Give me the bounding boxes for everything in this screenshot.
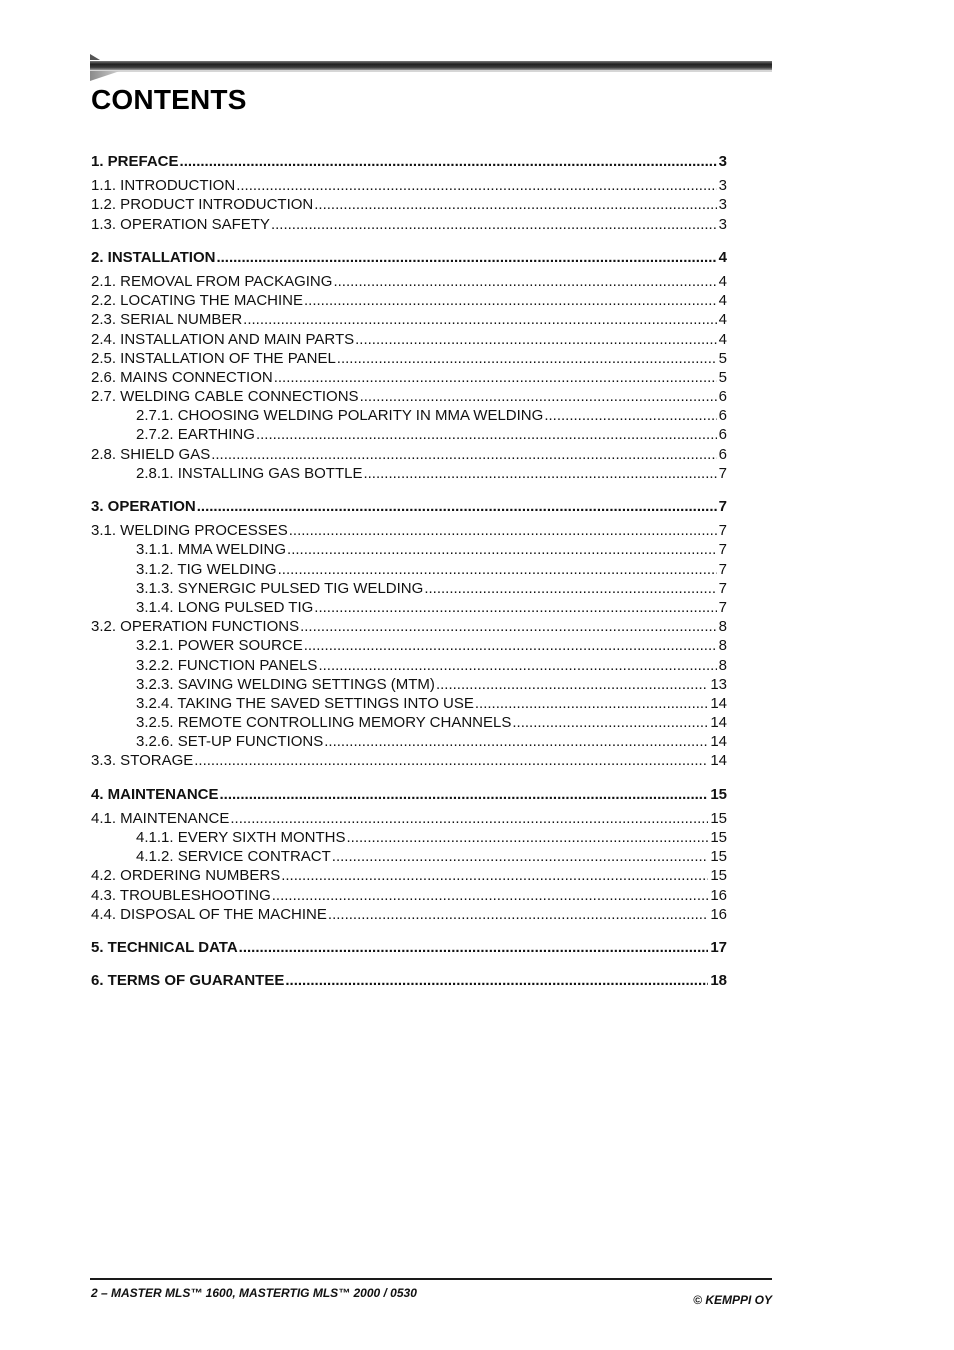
toc-page-number: 3 (718, 196, 727, 214)
toc-section-entry[interactable] (91, 215, 727, 234)
toc-entry-label: 2.8. SHIELD GAS (91, 445, 211, 463)
toc-entry-label: 3.3. STORAGE (91, 752, 194, 770)
toc-section-entry[interactable] (91, 464, 727, 483)
toc-dot-leader (328, 905, 708, 924)
toc-dot-leader (324, 732, 708, 751)
toc-section-entry[interactable] (91, 387, 727, 406)
toc-dot-leader (256, 425, 717, 444)
toc-page-number: 14 (710, 714, 727, 732)
toc-section-entry[interactable] (91, 732, 727, 751)
toc-entry-label: 4.4. DISPOSAL OF THE MACHINE (91, 905, 327, 923)
toc-chapter-entry[interactable] (91, 152, 727, 171)
toc-entry-label: 2.4. INSTALLATION AND MAIN PARTS (91, 330, 355, 348)
toc-page-number: 3 (718, 215, 727, 233)
toc-page-number: 15 (710, 867, 727, 885)
toc-entry-label: 3.2.1. POWER SOURCE (136, 637, 303, 655)
toc-entry-label: 4.1.1. EVERY SIXTH MONTHS (136, 829, 346, 846)
toc-section-entry[interactable] (91, 368, 727, 387)
toc-page-number: 7 (718, 541, 727, 559)
toc-entry-label: 2.1. REMOVAL FROM PACKAGING (91, 272, 333, 290)
toc-entry-label: 3.1.3. SYNERGIC PULSED TIG WELDING (136, 579, 424, 597)
toc-chapter-group (91, 938, 727, 957)
toc-entry-label: 6. TERMS OF GUARANTEE (91, 972, 285, 990)
page-title: CONTENTS (91, 84, 247, 115)
toc-entry-label: 1.1. INTRODUCTION (91, 177, 236, 195)
toc-page-number: 7 (718, 522, 727, 540)
toc-entry-label: 3.1. WELDING PROCESSES (91, 522, 288, 540)
toc-dot-leader (285, 971, 708, 990)
toc-dot-leader (347, 828, 709, 847)
toc-entry-label: 3.1.1. MMA WELDING (136, 541, 287, 559)
toc-dot-leader (289, 521, 717, 540)
toc-entry-label: 4.1.2. SERVICE CONTRACT (136, 848, 331, 866)
toc-page-number: 15 (710, 829, 727, 846)
toc-page-number: 4 (718, 248, 727, 266)
toc-page-number: 3 (718, 153, 727, 170)
toc-entry-label: 4. MAINTENANCE (91, 785, 219, 803)
toc-dot-leader (424, 579, 716, 598)
footer-divider (90, 1278, 772, 1280)
toc-section-entry[interactable] (91, 656, 727, 675)
toc-page-number: 16 (710, 886, 727, 904)
toc-page-number: 7 (718, 464, 727, 482)
toc-chapter-entry[interactable] (91, 971, 727, 990)
toc-dot-leader (180, 152, 717, 171)
toc-dot-leader (271, 215, 717, 234)
toc-section-entry[interactable] (91, 598, 727, 617)
toc-section-entry[interactable] (91, 521, 727, 540)
toc-section-entry[interactable] (91, 560, 727, 579)
toc-dot-leader (211, 445, 716, 464)
toc-page-number: 4 (718, 311, 727, 329)
toc-entry-label: 1.3. OPERATION SAFETY (91, 215, 270, 233)
toc-chapter-group (91, 497, 727, 771)
toc-page-number: 15 (710, 785, 727, 803)
toc-dot-leader (197, 497, 717, 516)
toc-dot-leader (230, 809, 708, 828)
toc-page-number: 17 (710, 938, 727, 956)
toc-section-entry[interactable] (91, 751, 727, 770)
toc-entry-label: 4.1. MAINTENANCE (91, 809, 230, 827)
toc-dot-leader (337, 349, 717, 368)
toc-dot-leader (287, 540, 717, 559)
toc-page-number: 5 (718, 368, 727, 386)
toc-page-number: 13 (710, 675, 727, 693)
toc-dot-leader (318, 656, 716, 675)
toc-dot-leader (314, 598, 716, 617)
toc-section-entry[interactable] (91, 445, 727, 464)
toc-chapter-entry[interactable] (91, 497, 727, 516)
toc-dot-leader (304, 636, 717, 655)
table-of-contents (91, 152, 727, 1004)
toc-entry-label: 2.3. SERIAL NUMBER (91, 311, 243, 329)
toc-page-number: 6 (718, 388, 727, 406)
toc-section-entry[interactable] (91, 406, 727, 425)
toc-entry-label: 2. INSTALLATION (91, 248, 216, 266)
toc-page-number: 14 (710, 752, 727, 770)
toc-section-entry[interactable] (91, 866, 727, 885)
toc-dot-leader (314, 195, 716, 214)
toc-page-number: 14 (710, 694, 727, 712)
toc-chapter-group (91, 785, 727, 924)
toc-entry-label: 3.2.5. REMOTE CONTROLLING MEMORY CHANNELS (136, 714, 512, 732)
toc-chapter-entry[interactable] (91, 248, 727, 267)
toc-entry-label: 4.2. ORDERING NUMBERS (91, 867, 281, 885)
toc-entry-label: 3.2. OPERATION FUNCTIONS (91, 618, 300, 636)
toc-entry-label: 3.1.4. LONG PULSED TIG (136, 598, 314, 616)
toc-page-number: 8 (718, 618, 727, 636)
toc-section-entry[interactable] (91, 828, 727, 847)
toc-dot-leader (281, 866, 708, 885)
toc-dot-leader (333, 272, 716, 291)
toc-page-number: 6 (718, 445, 727, 463)
toc-page-number: 16 (710, 905, 727, 923)
footer-copyright: © KEMPPI OY (693, 1293, 772, 1307)
toc-chapter-entry[interactable] (91, 938, 727, 957)
toc-dot-leader (355, 330, 717, 349)
toc-entry-label: 3.2.4. TAKING THE SAVED SETTINGS INTO USE (136, 694, 474, 712)
toc-page-number: 3 (718, 177, 727, 195)
toc-entry-label: 2.7.2. EARTHING (136, 426, 255, 444)
toc-section-entry[interactable] (91, 886, 727, 905)
toc-dot-leader (544, 406, 716, 425)
toc-dot-leader (194, 751, 708, 770)
toc-page-number: 7 (718, 498, 727, 515)
toc-entry-label: 2.7. WELDING CABLE CONNECTIONS (91, 388, 359, 406)
toc-chapter-group (91, 971, 727, 990)
toc-section-entry[interactable] (91, 272, 727, 291)
toc-section-entry[interactable] (91, 291, 727, 310)
toc-entry-label: 1. PREFACE (91, 153, 179, 170)
toc-chapter-group (91, 152, 727, 234)
toc-section-entry[interactable] (91, 713, 727, 732)
toc-page-number: 15 (710, 848, 727, 866)
toc-section-entry[interactable] (91, 195, 727, 214)
toc-section-entry[interactable] (91, 636, 727, 655)
toc-entry-label: 2.2. LOCATING THE MACHINE (91, 292, 303, 310)
toc-dot-leader (236, 176, 716, 195)
toc-dot-leader (363, 464, 716, 483)
toc-page-number: 18 (710, 972, 727, 990)
toc-section-entry[interactable] (91, 349, 727, 368)
toc-dot-leader (272, 886, 709, 905)
toc-entry-label: 2.6. MAINS CONNECTION (91, 368, 273, 386)
toc-section-entry[interactable] (91, 694, 727, 713)
toc-page-number: 6 (718, 426, 727, 444)
toc-page-number: 7 (718, 598, 727, 616)
toc-dot-leader (332, 847, 709, 866)
toc-page-number: 7 (718, 560, 727, 578)
toc-dot-leader (360, 387, 717, 406)
toc-page-number: 4 (718, 330, 727, 348)
toc-page-number: 4 (718, 292, 727, 310)
toc-section-entry[interactable] (91, 617, 727, 636)
toc-entry-label: 2.5. INSTALLATION OF THE PANEL (91, 349, 336, 367)
toc-section-entry[interactable] (91, 847, 727, 866)
footer-document-id: 2 – MASTER MLS™ 1600, MASTERTIG MLS™ 2000 / 0530 (91, 1286, 417, 1300)
toc-page-number: 8 (718, 656, 727, 674)
toc-entry-label: 3.2.6. SET-UP FUNCTIONS (136, 733, 324, 751)
toc-page-number: 4 (718, 272, 727, 290)
toc-entry-label: 2.8.1. INSTALLING GAS BOTTLE (136, 464, 363, 482)
toc-page-number: 6 (718, 407, 727, 425)
toc-dot-leader (220, 785, 709, 804)
header-decoration-bar (90, 54, 772, 84)
toc-entry-label: 3.2.3. SAVING WELDING SETTINGS (MTM) (136, 675, 435, 693)
toc-section-entry[interactable] (91, 809, 727, 828)
toc-page-number: 15 (710, 809, 727, 827)
toc-dot-leader (243, 310, 716, 329)
toc-dot-leader (436, 675, 708, 694)
toc-entry-label: 1.2. PRODUCT INTRODUCTION (91, 196, 314, 214)
toc-section-entry[interactable] (91, 675, 727, 694)
toc-section-entry[interactable] (91, 579, 727, 598)
toc-dot-leader (216, 248, 716, 267)
toc-chapter-group (91, 248, 727, 483)
toc-dot-leader (475, 694, 708, 713)
toc-section-entry[interactable] (91, 425, 727, 444)
toc-section-entry[interactable] (91, 540, 727, 559)
toc-dot-leader (512, 713, 708, 732)
toc-dot-leader (300, 617, 717, 636)
toc-entry-label: 2.7.1. CHOOSING WELDING POLARITY IN MMA WELDING (136, 407, 544, 425)
toc-page-number: 8 (718, 637, 727, 655)
toc-section-entry[interactable] (91, 905, 727, 924)
toc-dot-leader (274, 368, 717, 387)
toc-section-entry[interactable] (91, 176, 727, 195)
toc-chapter-entry[interactable] (91, 785, 727, 804)
toc-entry-label: 3.1.2. TIG WELDING (136, 560, 277, 578)
toc-dot-leader (239, 938, 709, 957)
toc-entry-label: 4.3. TROUBLESHOOTING (91, 886, 271, 904)
toc-section-entry[interactable] (91, 310, 727, 329)
toc-page-number: 14 (710, 733, 727, 751)
toc-dot-leader (304, 291, 717, 310)
toc-entry-label: 3. OPERATION (91, 498, 196, 515)
toc-section-entry[interactable] (91, 330, 727, 349)
toc-dot-leader (278, 560, 717, 579)
toc-entry-label: 3.2.2. FUNCTION PANELS (136, 656, 318, 674)
toc-page-number: 5 (718, 349, 727, 367)
toc-page-number: 7 (718, 579, 727, 597)
toc-entry-label: 5. TECHNICAL DATA (91, 938, 238, 956)
